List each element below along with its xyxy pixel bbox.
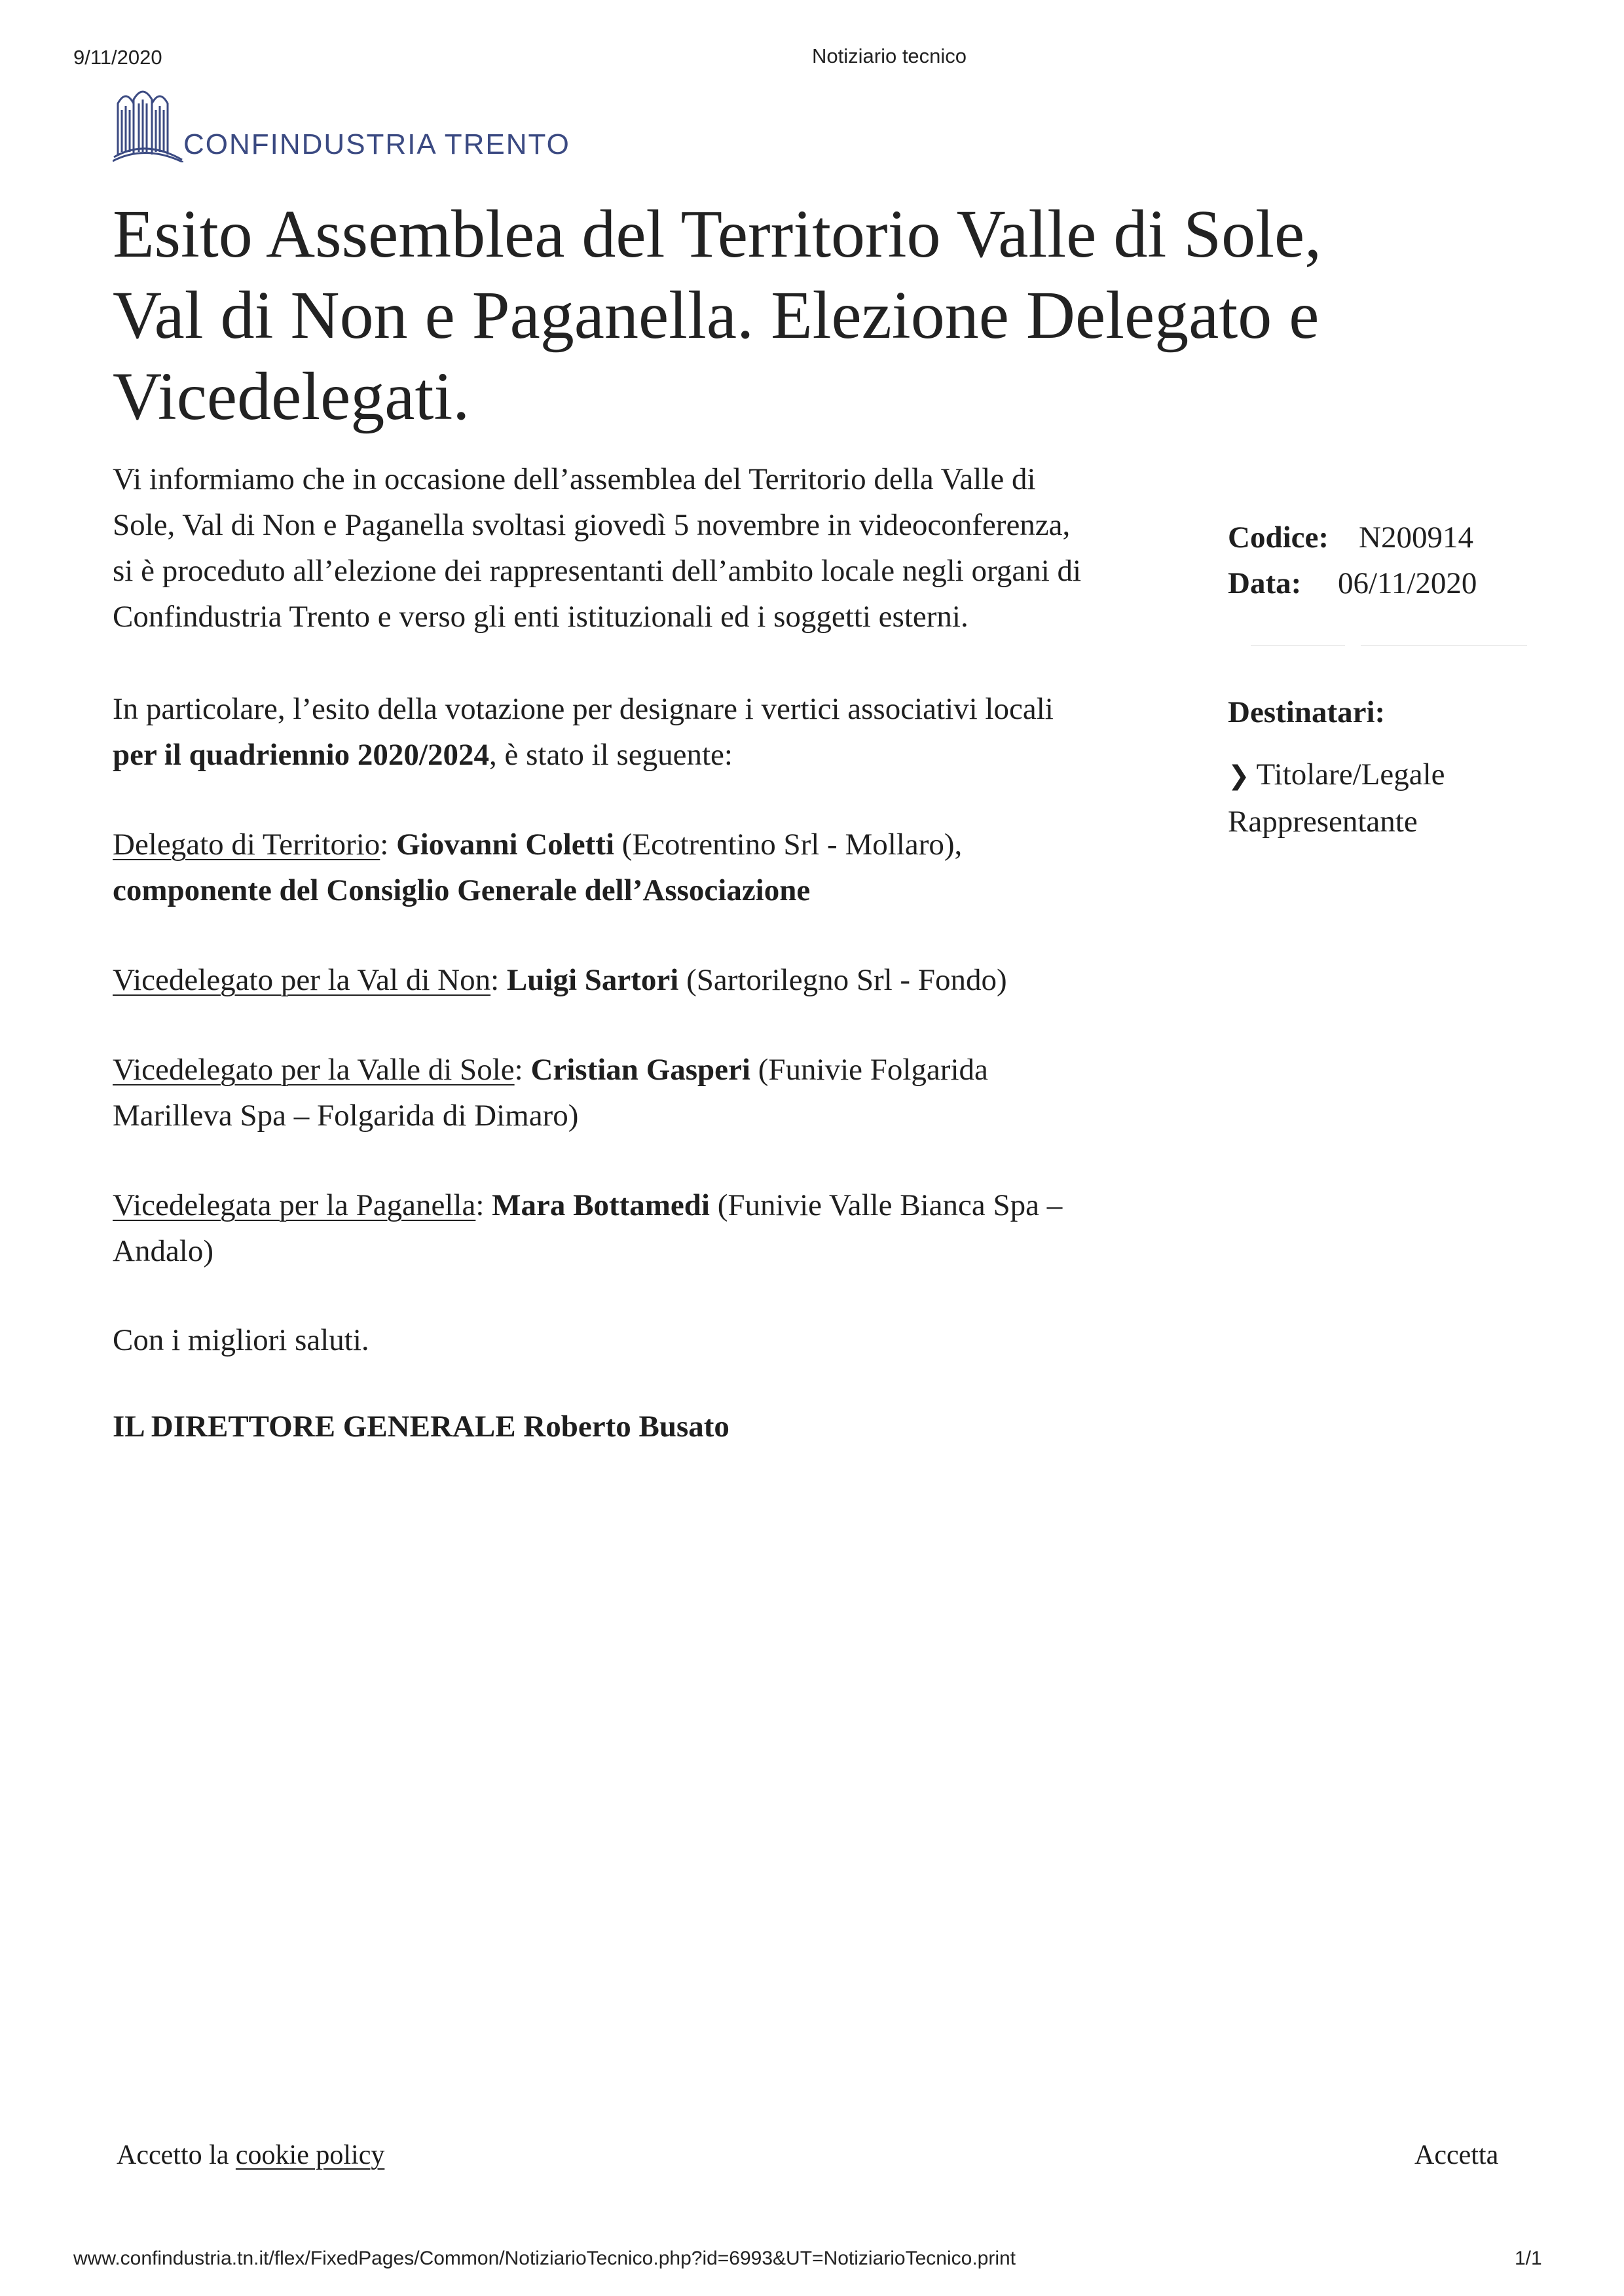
intro-line: Confindustria Trento e verso gli enti istituzionali ed i soggetti esterni. xyxy=(113,600,969,634)
vice-paganella-company: (Funivie Valle Bianca Spa – xyxy=(710,1188,1063,1222)
recipient-line: Titolare/Legale xyxy=(1256,757,1445,792)
delegato-company: (Ecotrentino Srl - Mollaro), xyxy=(614,828,963,862)
sidebar-meta xyxy=(1228,515,1516,606)
particular-line: In particolare, l’esito della votazione per designare i vertici associativi locali xyxy=(113,692,1054,726)
destinatari-heading: Destinatari: xyxy=(1228,695,1386,729)
cookie-text: Accetto la xyxy=(117,2140,236,2170)
data-label: Data: xyxy=(1228,566,1302,600)
vice-sole-company: (Funivie Folgarida xyxy=(750,1053,988,1087)
intro-line: Vi informiamo che in occasione dell’assemblea del Territorio della Valle di xyxy=(113,462,1036,496)
term-period: per il quadriennio 2020/2024 xyxy=(113,738,489,772)
divider xyxy=(1361,645,1527,646)
logo-text: CONFINDUSTRIA TRENTO xyxy=(183,128,570,160)
print-page-title: Notiziario tecnico xyxy=(812,45,967,67)
delegato-entry xyxy=(113,822,1226,913)
vice-non-role: Vicedelegato per la Val di Non xyxy=(113,963,491,997)
codice-value: N200914 xyxy=(1359,520,1473,555)
particular-line-rest: , è stato il seguente: xyxy=(489,738,733,772)
vice-sole-role: Vicedelegato per la Valle di Sole xyxy=(113,1053,515,1087)
vice-sole-name: Cristian Gasperi xyxy=(530,1053,750,1087)
vicedelegata-paganella-entry xyxy=(113,1182,1226,1274)
vice-non-company: (Sartorilegno Srl - Fondo) xyxy=(678,963,1007,997)
logo-emblem-icon xyxy=(113,84,183,162)
divider xyxy=(1251,645,1345,646)
vice-sole-company-line2: Marilleva Spa – Folgarida di Dimaro) xyxy=(113,1099,579,1133)
cookie-notice xyxy=(117,2140,384,2171)
voting-result-paragraph xyxy=(113,686,1226,778)
separator: : xyxy=(490,963,507,997)
title-line: Val di Non e Paganella. Elezione Delegato e xyxy=(113,278,1320,353)
accept-cookies-button[interactable]: Accetta xyxy=(1414,2140,1499,2170)
print-date: 9/11/2020 xyxy=(73,46,162,69)
data-row xyxy=(1228,560,1516,606)
title-line: Vicedelegati. xyxy=(113,359,470,434)
chevron-right-icon: ❯ xyxy=(1228,761,1250,791)
delegato-role: Delegato di Territorio xyxy=(113,828,380,862)
title-line: Esito Assemblea del Territorio Valle di Sole, xyxy=(113,196,1322,272)
intro-line: Sole, Val di Non e Paganella svoltasi giovedì 5 novembre in videoconferenza, xyxy=(113,508,1071,542)
recipient-line: Rappresentante xyxy=(1228,805,1418,839)
vice-non-name: Luigi Sartori xyxy=(506,963,679,997)
cookie-policy-link[interactable]: cookie policy xyxy=(235,2140,385,2170)
greeting: Con i migliori saluti. xyxy=(113,1323,369,1357)
codice-row xyxy=(1228,515,1516,560)
separator: : xyxy=(514,1053,531,1087)
vicedelegato-sole-entry xyxy=(113,1047,1226,1139)
delegato-note: componente del Consiglio Generale dell’Associazione xyxy=(113,873,811,907)
delegato-name: Giovanni Coletti xyxy=(396,828,615,862)
codice-label: Codice: xyxy=(1228,520,1329,555)
confindustria-logo xyxy=(113,84,570,162)
vicedelegato-non-entry xyxy=(113,957,1226,1003)
destinatari-label xyxy=(1228,689,1385,735)
separator: : xyxy=(380,828,397,862)
article-title xyxy=(113,194,1475,437)
data-value: 06/11/2020 xyxy=(1338,566,1477,600)
vice-paganella-company-line2: Andalo) xyxy=(113,1234,214,1268)
signature: IL DIRETTORE GENERALE Roberto Busato xyxy=(113,1410,729,1444)
print-url: www.confindustria.tn.it/flex/FixedPages/Common/NotiziarioTecnico.php?id=6993&UT=NotiziarioTecnico.print xyxy=(73,2248,1016,2269)
vice-paganella-name: Mara Bottamedi xyxy=(492,1188,710,1222)
separator: : xyxy=(475,1188,492,1222)
intro-paragraph xyxy=(113,456,1226,640)
recipient-item xyxy=(1228,752,1516,845)
print-page-number: 1/1 xyxy=(1515,2248,1542,2269)
intro-line: si è proceduto all’elezione dei rappresentanti dell’ambito locale negli organi di xyxy=(113,554,1082,588)
vice-paganella-role: Vicedelegata per la Paganella xyxy=(113,1188,476,1222)
